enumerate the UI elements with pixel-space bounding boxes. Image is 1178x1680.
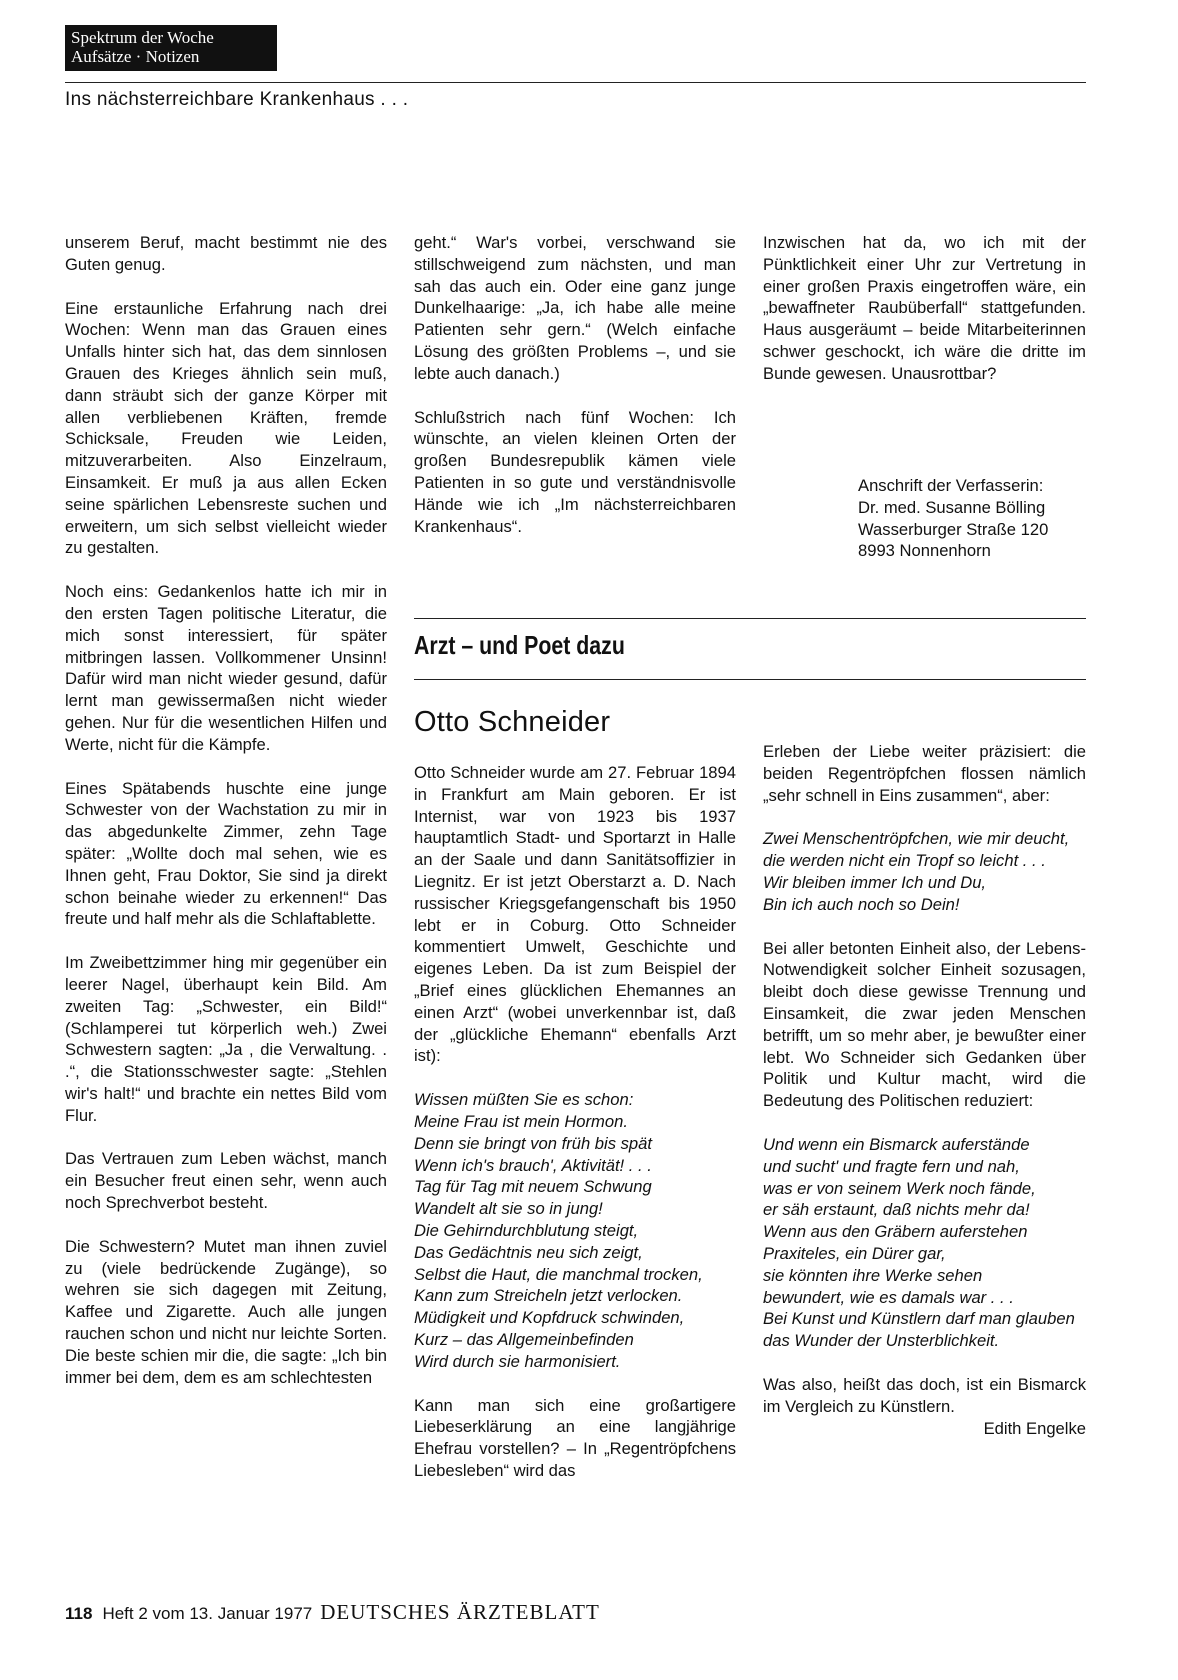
poem-line: Wandelt alt sie so in jung! xyxy=(414,1199,603,1219)
paragraph: Was also, heißt das doch, ist ein Bismarck im Vergleich zu Künstlern. xyxy=(763,1374,1086,1416)
paragraph: Noch eins: Gedankenlos hatte ich mir in den ersten Tagen politische Literatur, die mich sonst interessiert, für später mitbringen lassen. Vollkommener Unsinn! Dafür wird man nicht wieder gesund, dafür lernt man gewissermaßen nicht wieder gehen. Nur für die wesentlichen Hilfen und Werte, nicht für die Kämpfe. xyxy=(65,582,387,754)
paragraph: Eines Spätabends huschte eine junge Schwester von der Wachstation zu mir in das abgedunkelte Zimmer, zehn Tage später: „Wollte doch mal sehen, wie es Ihnen geht, Frau Doktor, Sie sind ja direkt schon beinahe wieder zu erkennen!“ Das freute und half mehr als die Schlaftablette. xyxy=(65,778,387,929)
poem-line: Die Gehirndurchblutung steigt, xyxy=(414,1220,639,1240)
article-author: Otto Schneider xyxy=(414,706,611,738)
paragraph: Erleben der Liebe weiter präzisiert: die beiden Regentröpfchen flossen nämlich „sehr schnell in Eins zusammen“, aber: xyxy=(763,742,1086,805)
signature: Edith Engelke xyxy=(983,1418,1086,1438)
poem-line: Wenn aus den Gräbern auferstehen xyxy=(763,1222,1028,1242)
poem-line: und sucht' und fragte fern und nah, xyxy=(763,1156,1020,1176)
poem-line: er säh erstaunt, daß nichts mehr da! xyxy=(763,1200,1030,1220)
column-3 xyxy=(763,232,1086,385)
issue-info: Heft 2 vom 13. Januar 1977 xyxy=(102,1604,313,1623)
poem-line: die werden nicht ein Tropf so leicht . . . xyxy=(763,851,1046,871)
publication-name: DEUTSCHES ÄRZTEBLATT xyxy=(320,1600,600,1624)
paragraph: geht.“ War's vorbei, verschwand sie stillschweigend zum nächsten, und man sah das auch ein. Oder eine ganz junge Dunkelhaarige: „Ja, ich habe alle meine Patienten sehr gern.“ (Welch einfache Lösung des größten Problems –, und sie lebte auch danach.) xyxy=(414,233,736,383)
poem-line: Bin ich auch noch so Dein! xyxy=(763,894,960,914)
poem-raindrops xyxy=(763,828,1086,915)
section-label-line1: Spektrum der Woche xyxy=(71,28,214,47)
paragraph: unserem Beruf, macht bestimmt nie des Guten genug. xyxy=(65,233,387,274)
section-label-line2: Aufsätze · Notizen xyxy=(71,47,200,66)
page-number: 118 xyxy=(65,1604,93,1623)
poem-line: Bei Kunst und Künstlern darf man glauben xyxy=(763,1309,1075,1329)
paragraph: Schlußstrich nach fünf Wochen: Ich wünschte, an vielen kleinen Orten der großen Bundesrepublik kämen viele Patienten in so gute und verständnisvolle Hände wie ich „Im nächsterreichbaren Krankenhaus“. xyxy=(414,407,736,536)
poem-letter xyxy=(414,1089,736,1372)
paragraph: Inzwischen hat da, wo ich mit der Pünktlichkeit einer Uhr zur Vertretung in einer großen Praxis eingetroffen wäre, ein „bewaffneter Raubüberfall“ stattgefunden. Haus ausgeräumt – beide Mitarbeiterinnen schwer geschockt, ich wäre die dritte im Bunde gewesen. Unausrottbar? xyxy=(763,233,1086,383)
header-rule xyxy=(65,82,1086,83)
column-2 xyxy=(414,232,736,537)
article-title: Arzt – und Poet dazu xyxy=(414,630,625,660)
poem-line: Wenn ich's brauch', Aktivität! . . . xyxy=(414,1155,652,1175)
poem-line: das Wunder der Unsterblichkeit. xyxy=(763,1331,1000,1351)
poem-line: Müdigkeit und Kopfdruck schwinden, xyxy=(414,1308,685,1328)
poem-line: bewundert, wie es damals war . . . xyxy=(763,1287,1014,1307)
column-1 xyxy=(65,232,387,1388)
poem-line: was er von seinem Werk noch fände, xyxy=(763,1178,1036,1198)
article-title-rule xyxy=(414,679,1086,680)
article-kicker: Ins nächsterreichbare Krankenhaus . . . xyxy=(65,89,409,110)
paragraph: Kann man sich eine großartigere Liebeserklärung an eine langjährige Ehefrau vorstellen? – In „Regentröpfchens Liebesleben“ wird das xyxy=(414,1395,736,1480)
paragraph: Das Vertrauen zum Leben wächst, manch ein Besucher freut einen sehr, wenn auch noch Sprechverbot besteht. xyxy=(65,1149,387,1213)
poem-line: Zwei Menschentröpfchen, wie mir deucht, xyxy=(763,829,1070,849)
poem-line: Wissen müßten Sie es schon: xyxy=(414,1090,634,1110)
poem-line: Wir bleiben immer Ich und Du, xyxy=(763,872,987,892)
poem-line: Das Gedächtnis neu sich zeigt, xyxy=(414,1242,643,1262)
poem-line: Denn sie bringt von früh bis spät xyxy=(414,1133,652,1153)
article-column-left xyxy=(414,762,736,1482)
article-column-right xyxy=(763,741,1086,1439)
poem-line: Kann zum Streicheln jetzt verlocken. xyxy=(414,1286,683,1306)
poem-line: sie könnten ihre Werke sehen xyxy=(763,1265,983,1285)
paragraph: Eine erstaunliche Erfahrung nach drei Wochen: Wenn man das Grauen eines Unfalls hinter sich hat, das dem sinnlosen Grauen des Krieges ähnlich sein muß, dann sträubt sich der ganze Körper mit allen verbliebenen Kräften, fremde Schicksale, Freuden wie Leiden, mitzuverarbeiten. Also Einzelraum, Einsamkeit. Er muß ja aus allen Ecken seine spärlichen Lebensreste suchen und erweitern, um sich selbst vielleicht wieder zu gestalten. xyxy=(65,298,387,558)
paragraph: Die Schwestern? Mutet man ihnen zuviel zu (viele bedrückende Zugänge), so wehren sie sich dagegen mit Zeitung, Kaffee und Zigarette. Auch alle jungen rauchen schon und nicht nur leichte Sorten. Die beste schien mir die, die sagte: „Ich bin immer bei dem, dem es am schlechtesten xyxy=(65,1236,387,1387)
poem-line: Wird durch sie harmonisiert. xyxy=(414,1351,621,1371)
poem-bismarck xyxy=(763,1134,1086,1352)
address-line: Dr. med. Susanne Bölling xyxy=(858,497,1046,517)
article-top-rule xyxy=(414,618,1086,619)
paragraph: Im Zweibettzimmer hing mir gegenüber ein leerer Nagel, überhaupt kein Bild. Am zweiten Tag: „Schwester, ein Bild!“ (Schlamperei tut körperlich weh.) Zwei Schwestern sagten: „Ja , die Verwaltung. . .“, die Stationsschwester sagte: „Stehlen wir's halt!“ und brachte ein nettes Bild vom Flur. xyxy=(65,953,387,1125)
page-footer xyxy=(65,1600,600,1625)
author-address xyxy=(858,475,1048,562)
poem-line: Kurz – das Allgemeinbefinden xyxy=(414,1329,634,1349)
address-line: Wasserburger Straße 120 xyxy=(858,519,1049,539)
address-line: 8993 Nonnenhorn xyxy=(858,541,991,561)
address-line: Anschrift der Verfasserin: xyxy=(858,476,1044,495)
poem-line: Und wenn ein Bismarck auferstände xyxy=(763,1134,1030,1154)
paragraph: Otto Schneider wurde am 27. Februar 1894 in Frankfurt am Main geboren. Er ist Internist, war von 1923 bis 1937 hauptamtlich Stadt- und Sportarzt in Halle an der Saale und dann Sanitätsoffizier in Liegnitz. Er ist jetzt Oberstarzt a. D. Nach russischer Kriegsgefangenschaft bis 1950 lebt er in Coburg. Otto Schneider kommentiert Umwelt, Geschichte und eigenes Leben. Da ist zum Beispiel der „Brief eines glücklichen Ehemannes an einen Arzt“ (wobei unverkennbar ist, daß der „glückliche Ehemann“ ebenfalls Arzt ist): xyxy=(414,763,736,1066)
section-label-box xyxy=(65,25,277,71)
poem-line: Selbst die Haut, die manchmal trocken, xyxy=(414,1264,703,1284)
poem-line: Tag für Tag mit neuem Schwung xyxy=(414,1177,652,1197)
paragraph: Bei aller betonten Einheit also, der Lebens-Notwendigkeit solcher Einheit sozusagen, bleibt doch diese gewisse Trennung und Einsamkeit, die zwar jeden Menschen betrifft, um so mehr aber, je bewußter einer lebt. Wo Schneider sich Gedanken über Politik und Kultur macht, wird die Bedeutung des Politischen reduziert: xyxy=(763,938,1086,1111)
poem-line: Praxiteles, ein Dürer gar, xyxy=(763,1243,946,1263)
poem-line: Meine Frau ist mein Hormon. xyxy=(414,1111,628,1131)
